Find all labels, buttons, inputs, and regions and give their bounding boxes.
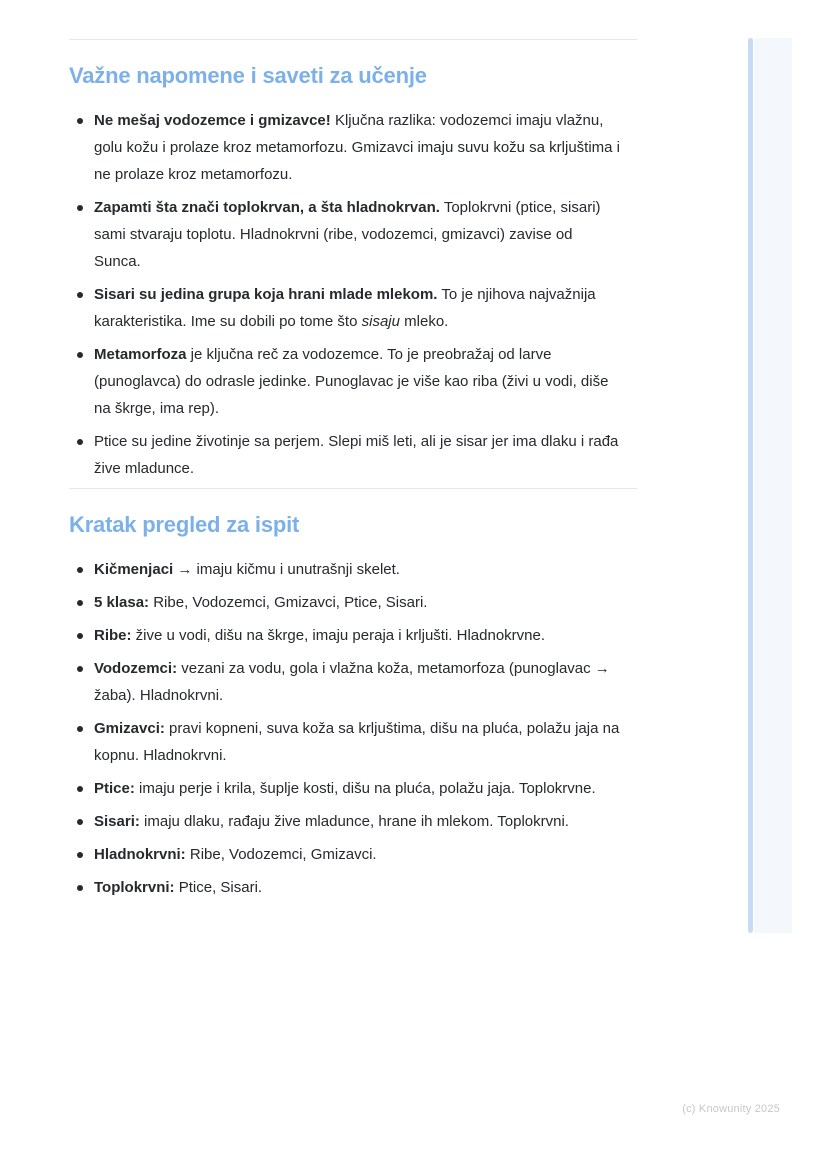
side-accent-line bbox=[748, 38, 753, 933]
list-item bbox=[69, 841, 621, 868]
bullet-bold-text: Ribe: bbox=[94, 627, 132, 644]
bullet-text: To je njihova najvažnija karakteristika. Ime su dobili po tome što bbox=[94, 286, 596, 330]
bullet-bold-text: Hladnokrvni: bbox=[94, 846, 186, 863]
bullet-text: je ključna reč za vodozemce. To je preobražaj od larve (punoglavca) do odrasle jedinke. Punoglavac je više kao riba (živi u vodi, diše na škrge, ima rep). bbox=[94, 346, 609, 417]
bullet-text: Toplokrvni (ptice, sisari) sami stvaraju toplotu. Hladnokrvni (ribe, vodozemci, gmizavci) zavise od Sunca. bbox=[94, 199, 601, 270]
list-item bbox=[69, 194, 621, 275]
list-item bbox=[69, 874, 621, 901]
bullet-text: Ribe, Vodozemci, Gmizavci, Ptice, Sisari. bbox=[149, 594, 428, 611]
bullet-text: Ptice su jedine životinje sa perjem. Slepi miš leti, ali je sisar jer ima dlaku i rađa žive mladunce. bbox=[94, 433, 619, 477]
section-title: Važne napomene i saveti za učenje bbox=[69, 63, 427, 88]
list-item bbox=[69, 589, 621, 616]
bullet-bold-text: Vodozemci: bbox=[94, 660, 178, 677]
bullet-bold-text: Gmizavci: bbox=[94, 720, 165, 737]
bullet-bold-text: Zapamti šta znači toplokrvan, a šta hladnokrvan. bbox=[94, 199, 440, 216]
bullet-bold-text: Kičmenjaci bbox=[94, 561, 174, 578]
bullet-list bbox=[69, 556, 621, 901]
section-title: Kratak pregled za ispit bbox=[69, 512, 300, 537]
list-item bbox=[69, 808, 621, 835]
list-item bbox=[69, 281, 621, 335]
bullet-bold-text: 5 klasa: bbox=[94, 594, 150, 611]
bullet-bold-text: Sisari su jedina grupa koja hrani mlade mlekom. bbox=[94, 286, 438, 303]
bullet-bold-text: Metamorfoza bbox=[94, 346, 187, 363]
bullet-list bbox=[69, 107, 621, 482]
bullet-bold-text: Ptice: bbox=[94, 780, 135, 797]
bullet-text: imaju perje i krila, šuplje kosti, dišu na pluća, polažu jaja. Toplokrvne. bbox=[134, 780, 596, 797]
section-exam-review bbox=[69, 488, 637, 901]
list-item bbox=[69, 556, 621, 583]
list-item bbox=[69, 655, 621, 709]
footer-credit: (c) Knowunity 2025 bbox=[682, 1103, 780, 1115]
list-item bbox=[69, 775, 621, 802]
list-item bbox=[69, 107, 621, 188]
bullet-text: imaju dlaku, rađaju žive mladunce, hrane ih mlekom. Toplokrvni. bbox=[139, 813, 569, 830]
list-item bbox=[69, 715, 621, 769]
section-divider bbox=[69, 488, 637, 489]
bullet-text: pravi kopneni, suva koža sa krljuštima, dišu na pluća, polažu jaja na kopnu. Hladnokrvni. bbox=[94, 720, 620, 764]
bullet-text: žive u vodi, dišu na škrge, imaju peraja i krljušti. Hladnokrvne. bbox=[131, 627, 546, 644]
bullet-tail-text: mleko. bbox=[399, 313, 449, 330]
bullet-text: → imaju kičmu i unutrašnji skelet. bbox=[173, 561, 400, 578]
bullet-bold-text: Sisari: bbox=[94, 813, 140, 830]
list-item bbox=[69, 622, 621, 649]
list-item bbox=[69, 428, 621, 482]
document-content bbox=[69, 39, 637, 907]
list-item bbox=[69, 341, 621, 422]
section-study-tips bbox=[69, 39, 637, 482]
bullet-italic-text: sisaju bbox=[361, 313, 400, 330]
bullet-bold-text: Ne mešaj vodozemce i gmizavce! bbox=[94, 112, 331, 129]
bullet-text: Ribe, Vodozemci, Gmizavci. bbox=[185, 846, 377, 863]
bullet-text: vezani za vodu, gola i vlažna koža, metamorfoza (punoglavac → žaba). Hladnokrvni. bbox=[94, 660, 610, 704]
side-accent-panel bbox=[754, 38, 792, 933]
bullet-text: Ključna razlika: vodozemci imaju vlažnu, golu kožu i prolaze kroz metamorfozu. Gmizavci imaju suvu kožu sa krljuštima i ne prolaze kroz metamorfozu. bbox=[94, 112, 621, 183]
section-divider bbox=[69, 39, 637, 40]
bullet-text: Ptice, Sisari. bbox=[174, 879, 263, 896]
bullet-bold-text: Toplokrvni: bbox=[94, 879, 175, 896]
